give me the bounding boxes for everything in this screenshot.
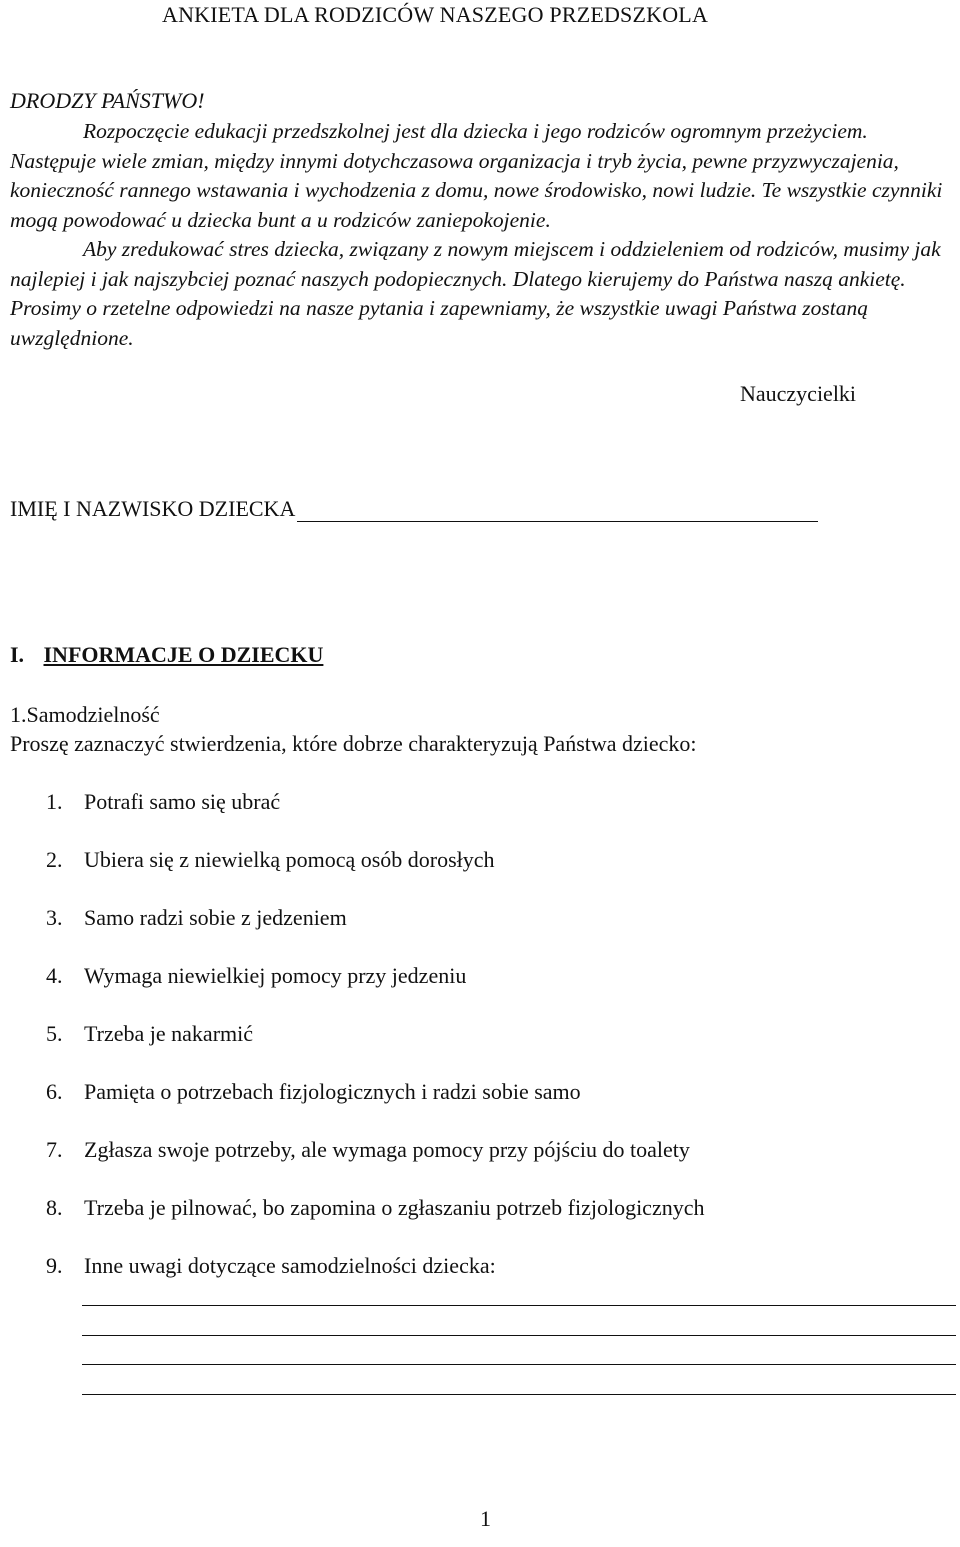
intro-text xyxy=(10,117,958,353)
intro-paragraph-2: Aby zredukować stres dziecka, związany z nowym miejscem i oddzieleniem od rodziców, musimy jak najlepiej i jak najszybciej poznać naszych podopiecznych. Dlatego kierujemy do Państwa naszą ankietę. Prosimy o rzetelne odpowiedzi na nasze pytania i zapewniamy, że wszystkie uwagi Państwa zostaną uwzględnione. xyxy=(10,237,941,350)
option-item[interactable] xyxy=(46,1137,704,1195)
option-item[interactable] xyxy=(46,1021,704,1079)
answer-line[interactable] xyxy=(82,1306,956,1336)
option-text: Trzeba je pilnować, bo zapomina o zgłaszaniu potrzeb fizjologicznych xyxy=(84,1195,705,1220)
section-title: INFORMACJE O DZIECKU xyxy=(43,642,324,667)
option-text: Zgłasza swoje potrzeby, ale wymaga pomocy przy pójściu do toalety xyxy=(84,1137,690,1162)
section-number: I. xyxy=(10,642,25,667)
child-name-label: IMIĘ I NAZWISKO DZIECKA xyxy=(10,496,296,521)
option-item[interactable] xyxy=(46,1195,704,1253)
option-item[interactable] xyxy=(46,847,704,905)
option-number: 6. xyxy=(46,1079,63,1104)
option-text: Potrafi samo się ubrać xyxy=(84,789,281,814)
instruction-text: Proszę zaznaczyć stwierdzenia, które dobrze charakteryzują Państwa dziecko: xyxy=(10,731,697,756)
options-list xyxy=(46,789,704,1311)
option-text: Ubiera się z niewielką pomocą osób dorosłych xyxy=(84,847,495,872)
document-title: ANKIETA DLA RODZICÓW NASZEGO PRZEDSZKOLA xyxy=(162,2,709,27)
option-text: Inne uwagi dotyczące samodzielności dziecka: xyxy=(84,1253,496,1278)
section-heading xyxy=(10,642,323,668)
child-name-row xyxy=(10,496,818,522)
option-text: Wymaga niewielkiej pomocy przy jedzeniu xyxy=(84,963,467,988)
greeting: DRODZY PAŃSTWO! xyxy=(10,88,205,113)
option-item[interactable] xyxy=(46,1253,704,1311)
intro-paragraph-1: Rozpoczęcie edukacji przedszkolnej jest dla dziecka i jego rodziców ogromnym przeżyciem. Następuje wiele zmian, między innymi dotychczasowa organizacja i tryb życia, pewne przyzwyczajenia, konieczność rannego wstawania i wychodzenia z domu, nowe środowisko, nowi ludzie. Te wszystkie czynniki mogą powodować u dziecka bunt a u rodziców zaniepokojenie. xyxy=(10,119,943,232)
option-number: 8. xyxy=(46,1195,63,1220)
option-number: 5. xyxy=(46,1021,63,1046)
option-text: Samo radzi sobie z jedzeniem xyxy=(84,905,347,930)
option-number: 9. xyxy=(46,1253,63,1278)
option-item[interactable] xyxy=(46,789,704,847)
option-number: 4. xyxy=(46,963,63,988)
answer-lines xyxy=(82,1305,956,1395)
subsection-heading: 1.Samodzielność xyxy=(10,702,160,727)
option-number: 3. xyxy=(46,905,63,930)
option-text: Pamięta o potrzebach fizjologicznych i radzi sobie samo xyxy=(84,1079,581,1104)
answer-line[interactable] xyxy=(82,1365,956,1395)
option-number: 1. xyxy=(46,789,63,814)
child-name-field[interactable] xyxy=(297,499,818,522)
page-number: 1 xyxy=(480,1506,491,1531)
option-text: Trzeba je nakarmić xyxy=(84,1021,254,1046)
option-item[interactable] xyxy=(46,963,704,1021)
option-number: 7. xyxy=(46,1137,63,1162)
signature: Nauczycielki xyxy=(740,381,857,406)
answer-line[interactable] xyxy=(82,1336,956,1366)
option-item[interactable] xyxy=(46,1079,704,1137)
option-number: 2. xyxy=(46,847,63,872)
option-item[interactable] xyxy=(46,905,704,963)
